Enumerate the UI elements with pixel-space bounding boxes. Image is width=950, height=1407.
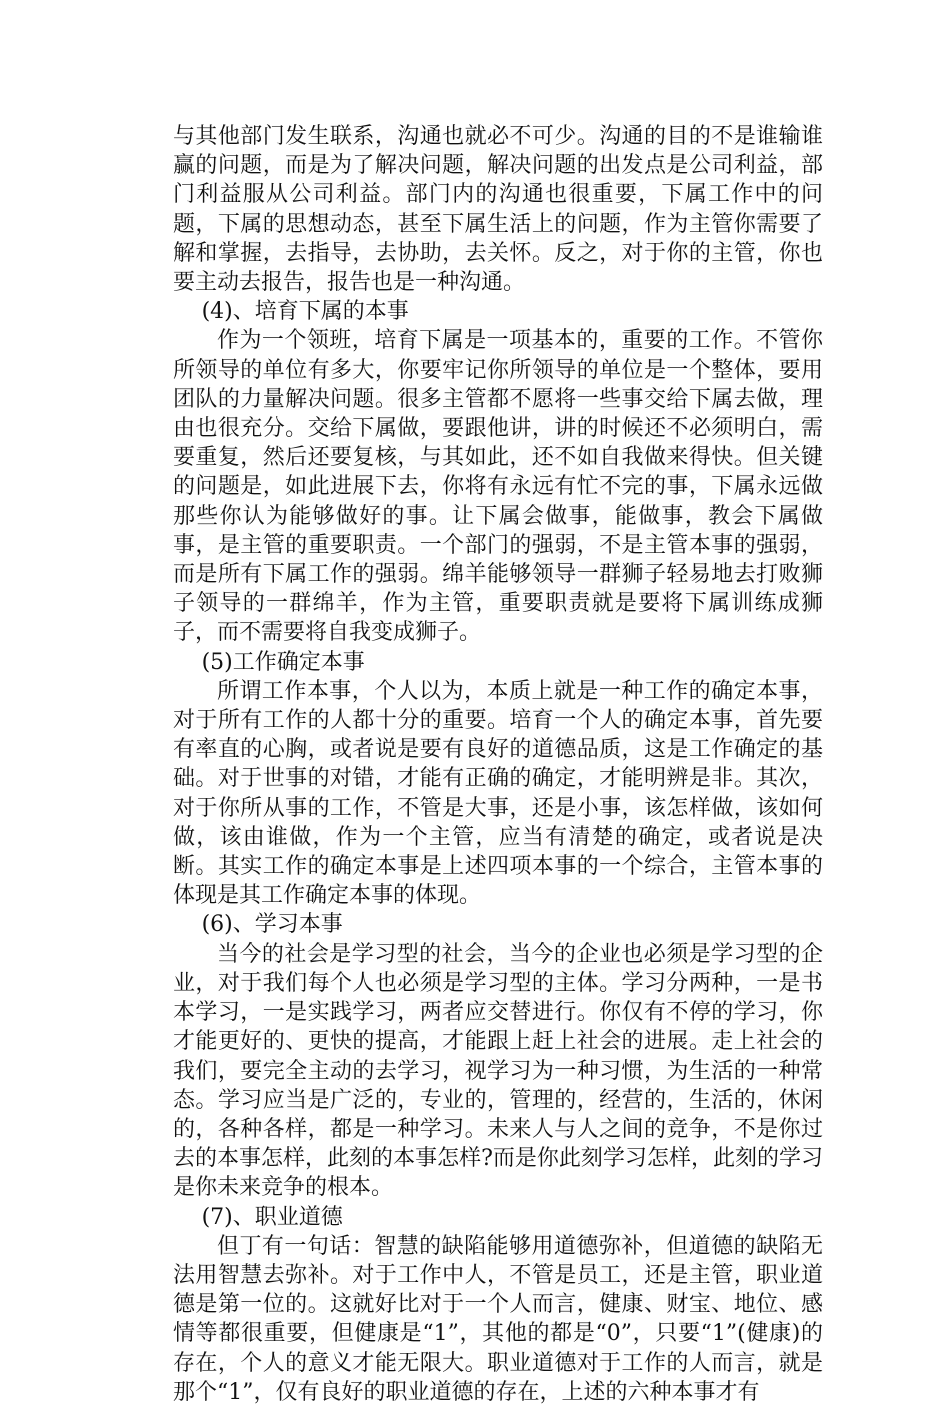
section-heading-professional-ethics: (7)、职业道德: [201, 1204, 343, 1230]
paragraph-professional-ethics: 但丁有一句话：智慧的缺陷能够用道德弥补，但道德的缺陷无法用智慧去弥补。对于工作中人，不管是员工，还是主管，职业道德是第一位的。这就好比对于一个人而言，健康、财宝、地位、感情等都很重要，但健康是“1”，其他的都是“0”，只要“1”(健康)的存在，个人的意义才能无限大。职业道德对于工作的人而言，就是那个“1”，仅有良好的职业道德的存在，上述的六种本事才有: [173, 1233, 823, 1405]
paragraph-work-judgment: 所谓工作本事，个人以为，本质上就是一种工作的确定本事，对于所有工作的人都十分的重要。培育一个人的确定本事，首先要有率直的心胸，或者说是要有良好的道德品质，这是工作确定的基础。对于世事的对错，才能有正确的确定，才能明辨是非。其次，对于你所从事的工作，不管是大事，还是小事，该怎样做，该如何做，该由谁做，作为一个主管，应当有清楚的确定，或者说是决断。其实工作的确定本事是上述四项本事的一个综合，主管本事的体现是其工作确定本事的体现。: [173, 678, 823, 909]
section-heading-learning: (6)、学习本事: [201, 912, 343, 938]
document-page: [173, 122, 823, 1407]
paragraph-communication: 与其他部门发生联系，沟通也就必不可少。沟通的目的不是谁输谁赢的问题，而是为了解决问题，解决问题的出发点是公司利益，部门利益服从公司利益。部门内的沟通也很重要，下属工作中的问题，下属的思想动态，甚至下属生活上的问题，作为主管你需要了解和掌握，去指导，去协助，去关怀。反之，对于你的主管，你也要主动去报告，报告也是一种沟通。: [173, 124, 823, 296]
paragraph-train-subordinates: 作为一个领班，培育下属是一项基本的，重要的工作。不管你所领导的单位有多大，你要牢记你所领导的单位是一个整体，要用团队的力量解决问题。很多主管都不愿将一些事交给下属去做，理由也很充分。交给下属做，要跟他讲，讲的时候还不必须明白，需要重复，然后还要复核，与其如此，还不如自我做来得快。但关键的问题是，如此进展下去，你将有永远有忙不完的事，下属永远做那些你认为能够做好的事。让下属会做事，能做事，教会下属做事，是主管的重要职责。一个部门的强弱，不是主管本事的强弱，而是所有下属工作的强弱。绵羊能够领导一群狮子轻易地去打败狮子领导的一群绵羊，作为主管，重要职责就是要将下属训练成狮子，而不需要将自我变成狮子。: [173, 328, 823, 646]
section-heading-work-judgment: (5)工作确定本事: [201, 649, 365, 675]
section-heading-train-subordinates: (4)、培育下属的本事: [201, 299, 409, 325]
paragraph-learning: 当今的社会是学习型的社会，当今的企业也必须是学习型的企业，对于我们每个人也必须是学习型的主体。学习分两种，一是书本学习，一是实践学习，两者应交替进行。你仅有不停的学习，你才能更好的、更快的提高，才能跟上赶上社会的进展。走上社会的我们，要完全主动的去学习，视学习为一种习惯，为生活的一种常态。学习应当是广泛的，专业的，管理的，经营的，生活的，休闲的，各种各样，都是一种学习。未来人与人之间的竞争，不是你过去的本事怎样，此刻的本事怎样?而是你此刻学习怎样，此刻的学习是你未来竞争的根本。: [173, 941, 823, 1201]
